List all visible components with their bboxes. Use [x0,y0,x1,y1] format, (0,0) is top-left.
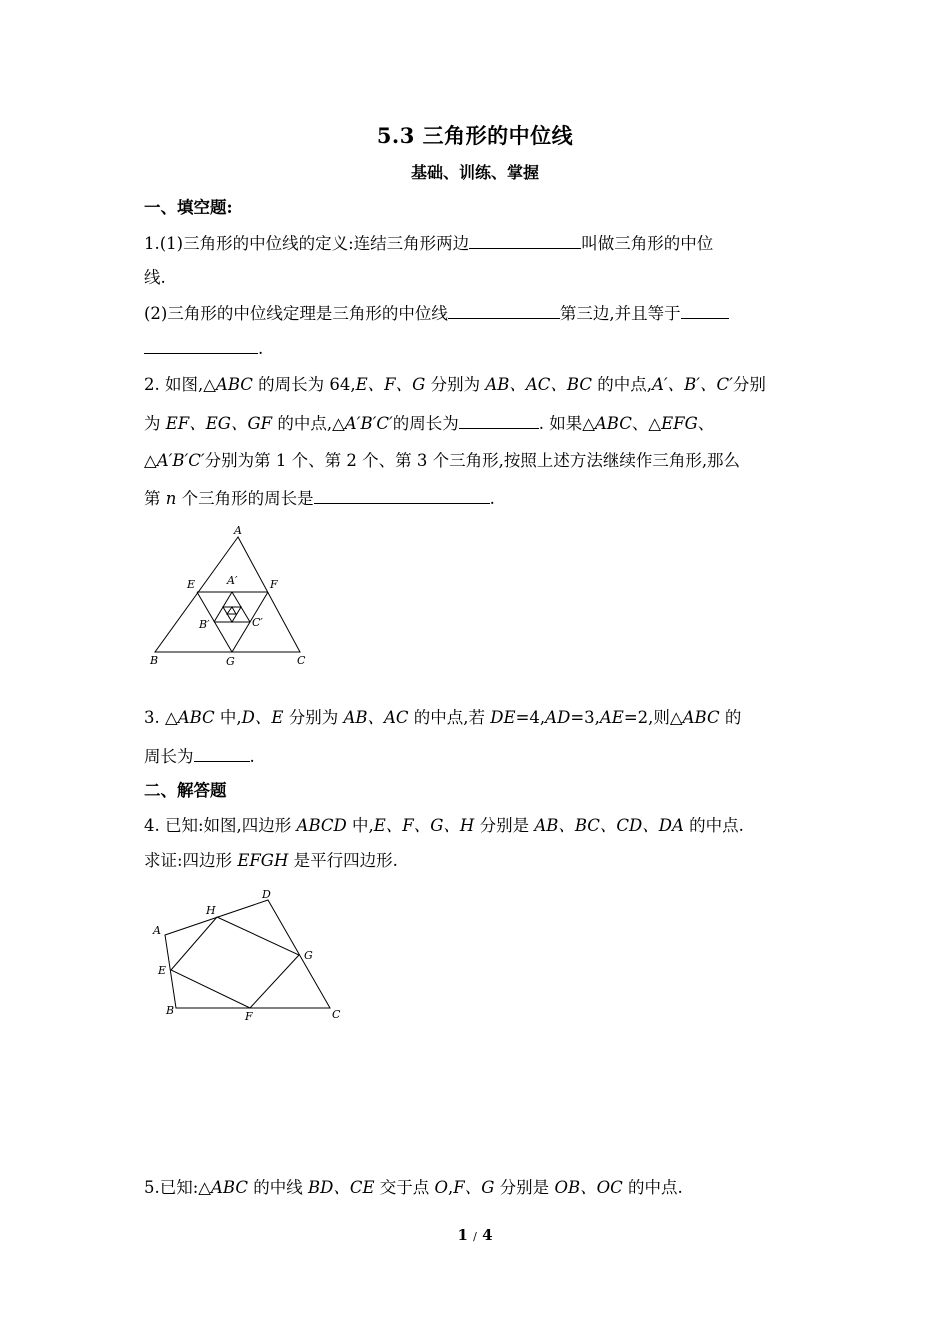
label-a: A [153,924,161,937]
q3-text: . [249,747,255,766]
label-a: A [234,524,242,537]
q4-text: 4. 已知:如图,四边形 [144,816,297,835]
q2-math: ABC [594,414,632,433]
label-e: E [158,964,167,977]
q3-line1 [144,706,808,730]
label-d: D [262,888,271,901]
label-g: G [226,655,235,668]
q2-math: n [165,489,177,508]
q1-p2-end: . [258,339,264,358]
label-f: F [245,1010,253,1023]
q1-line4 [144,336,808,361]
q4-line2 [144,849,808,873]
q3-math: AE [599,708,624,727]
q2-math: AB、AC、BC [485,375,592,394]
quadrilateral-efgh [171,917,299,1008]
label-c: C [297,654,306,667]
q4-line1 [144,814,808,838]
q2-math: E、F、G [355,375,426,394]
q2-text: 分别为第 1 个、第 2 个、第 3 个三角形,按照上述方法继续作三角形,那么 [204,451,741,470]
page-title: 5.3 三角形的中位线 [376,123,574,148]
q3-text: 3. △ [144,708,178,727]
answer-blank-q2a[interactable] [459,411,539,429]
q2-text: 的中点, [591,375,652,394]
q3-math: DE [490,708,516,727]
q2-math: A′B′C′ [156,451,205,470]
section-heading-fill-in: 一、填空题: [144,198,233,217]
q5-math: F、G [453,1178,495,1197]
answer-blank-q1c-part2[interactable] [144,336,258,354]
q4-math: ABCD [296,816,347,835]
q1-p1-tail: 叫做三角形的中位 [581,234,714,253]
q2-line2 [144,411,808,436]
label-c: C [332,1008,341,1021]
q5-math: O [434,1178,449,1197]
q1-line2: 线. [144,268,166,287]
q3-text: 的 [719,708,742,727]
label-c-prime: C′ [252,616,263,629]
q4-text: 是平行四边形. [288,851,398,870]
q3-text: 的中点,若 [408,708,491,727]
q5-text: 的中点. [622,1178,683,1197]
section-heading-solutions: 二、解答题 [144,781,227,800]
q3-line2 [144,744,808,769]
label-e: E [187,578,196,591]
q2-math: EF、EG、GF [165,414,273,433]
q3-text: 周长为 [144,747,194,766]
q2-text: 2. 如图,△ [144,375,216,394]
label-h: H [206,904,216,917]
q4-math: EFGH [237,851,289,870]
q2-text: 为 [144,414,166,433]
q2-text: 分别 [732,375,766,394]
q5-line1 [144,1176,808,1200]
q3-text: =2,则△ [623,708,683,727]
q2-text: △ [144,451,157,470]
q5-math: OB、OC [554,1178,623,1197]
q3-text: =4, [515,708,546,727]
q2-text: 分别为 [425,375,486,394]
figure-nested-triangles [140,518,320,674]
q5-text: 的中线 [247,1178,308,1197]
q1-p2-lead: (2)三角形的中位线定理是三角形的中位线 [144,304,448,323]
q5-math: BD、CE [307,1178,375,1197]
q5-math: ABC [211,1178,248,1197]
q2-text: 个三角形的周长是 [176,489,314,508]
q3-math: ABC [682,708,720,727]
q3-math: AB、AC [343,708,409,727]
figure-quadrilateral [145,883,350,1025]
q5-text: 5.已知:△ [144,1178,211,1197]
q1-p2-mid: 第三边,并且等于 [559,304,681,323]
triangle-abc [155,537,300,652]
q2-line1 [144,373,808,397]
label-f: F [270,578,278,591]
q3-math: ABC [177,708,215,727]
q5-text: , [448,1178,454,1197]
label-b: B [150,654,159,667]
triangle-fifth [227,607,236,614]
q3-math: AD [545,708,571,727]
q2-text: 的周长为 [392,414,459,433]
q4-math: AB、BC、CD、DA [534,816,684,835]
q4-text: 求证:四边形 [144,851,238,870]
page-current: 1 [457,1226,468,1244]
answer-blank-q3[interactable] [194,744,250,762]
q2-line3 [144,449,808,473]
q4-text: 中, [346,816,374,835]
q2-text: 的周长为 64, [252,375,356,394]
q1-line1 [144,231,808,256]
q2-math: EFG [661,414,698,433]
q5-text: 交于点 [374,1178,435,1197]
q2-text: 第 [144,489,166,508]
page-total: 4 [482,1226,493,1244]
q2-text: 、△ [631,414,662,433]
answer-blank-q2b[interactable] [314,486,490,504]
answer-blank-q1b[interactable] [448,301,560,319]
q5-text: 分别是 [494,1178,555,1197]
answer-blank-q1a[interactable] [469,231,581,249]
label-b: B [166,1004,175,1017]
q3-math: D、E [241,708,284,727]
page-number [0,1226,950,1244]
q3-text: 分别为 [283,708,344,727]
q2-math: ABC [215,375,253,394]
q2-math: A′B′C′ [344,414,393,433]
q2-text: 、 [697,414,715,433]
page-subtitle: 基础、训练、掌握 [410,163,539,182]
label-a-prime: A′ [227,574,238,587]
q2-text: . 如果△ [538,414,595,433]
q3-text: =3, [570,708,600,727]
q4-text: 分别是 [474,816,535,835]
label-b-prime: B′ [199,618,210,631]
q1-p1-lead: 1.(1)三角形的中位线的定义:连结三角形两边 [144,234,470,253]
page-separator: / [473,1230,477,1243]
label-g: G [304,949,313,962]
q2-text: . [489,489,495,508]
q4-text: 的中点. [683,816,744,835]
q4-math: E、F、G、H [373,816,475,835]
q2-line4 [144,486,808,511]
answer-blank-q1c-part1[interactable] [681,301,729,319]
q2-math: A′、B′、C′ [651,375,733,394]
q1-line3 [144,301,808,326]
q2-text: 的中点,△ [272,414,345,433]
q3-text: 中, [214,708,242,727]
